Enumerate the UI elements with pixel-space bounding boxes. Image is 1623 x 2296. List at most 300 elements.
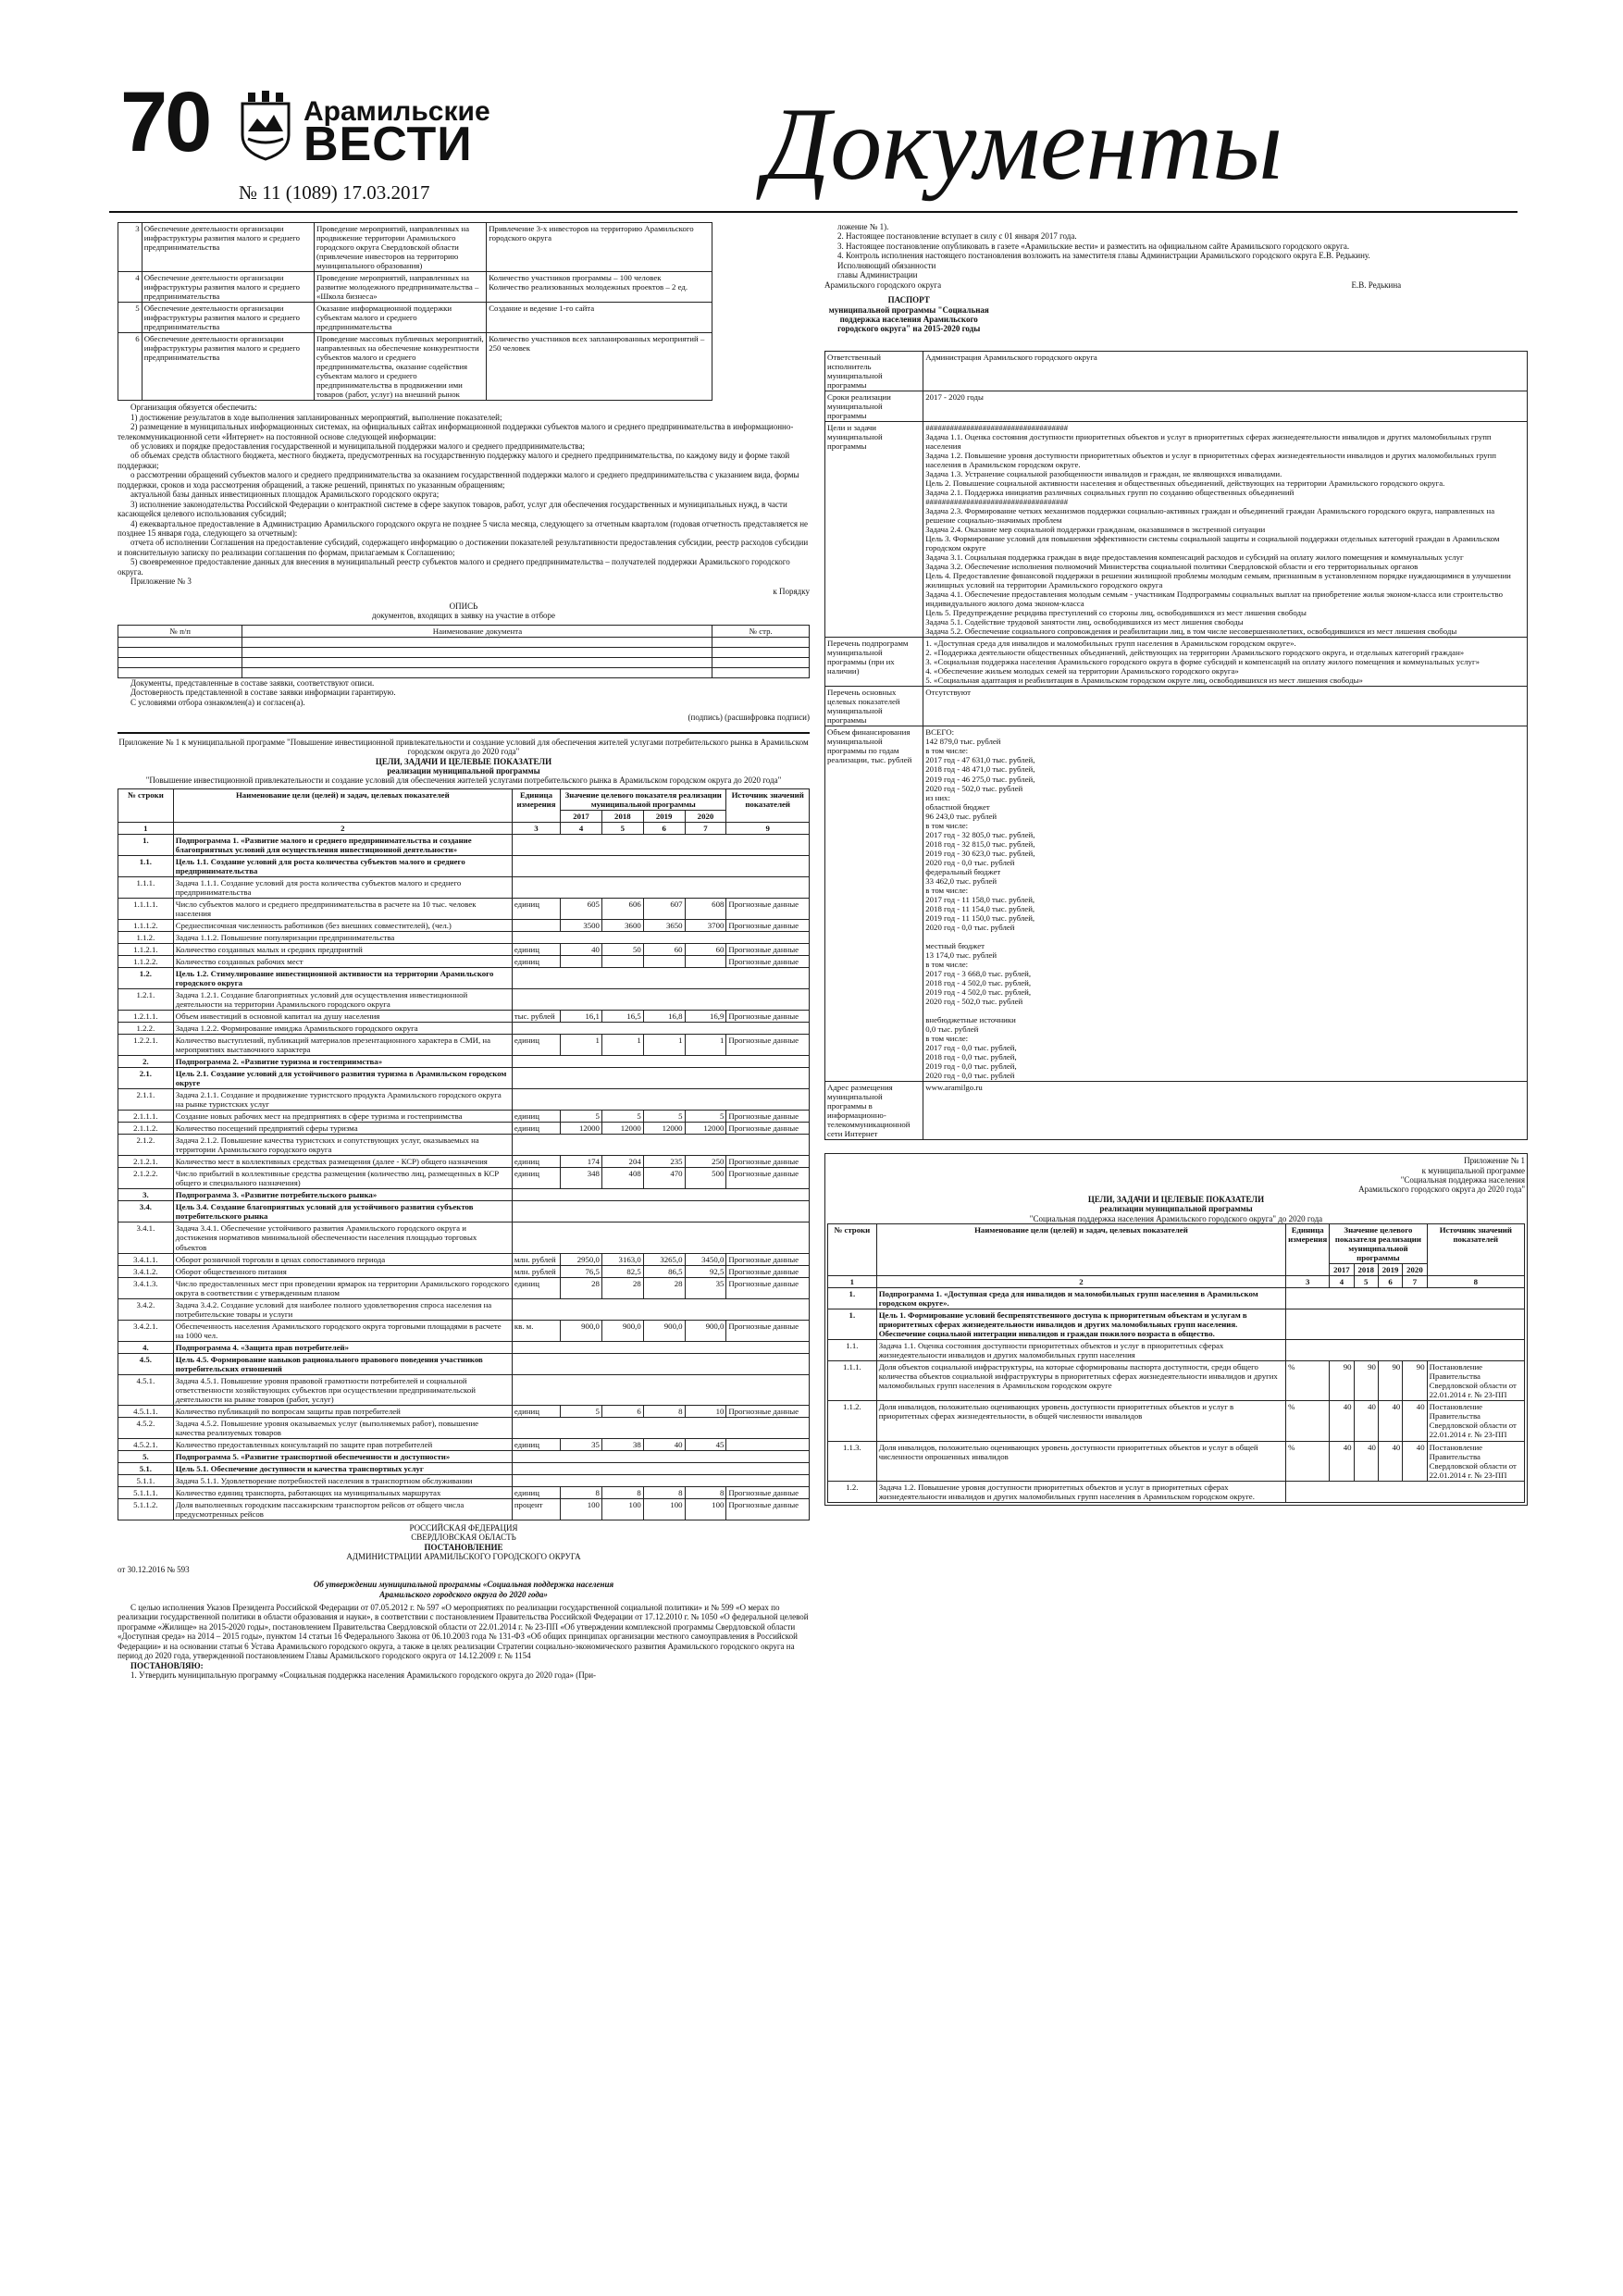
events-table: [118, 222, 712, 401]
row-unit: [512, 920, 560, 932]
left-column: [118, 222, 810, 1680]
resolution-paragraph: Исполняющий обязанности: [837, 260, 936, 270]
row-source: Прогнозные данные: [726, 944, 810, 956]
row-number: 5.1.: [118, 1462, 174, 1474]
row-number: 2.1.2.: [118, 1135, 174, 1156]
row-blank: [512, 1056, 809, 1068]
goals-subtitle: реализации муниципальной программы: [387, 765, 540, 776]
brand-name-line2: ВЕСТИ: [304, 118, 473, 171]
row-number: 2.1.1.: [118, 1089, 174, 1111]
passport-key: Объем финансирования муниципальной программы по годам реализации, тыс. рублей: [825, 726, 923, 1082]
obligation-paragraph: отчета об исполнении Соглашения на предоставление субсидий, содержащего информацию о достижении показателей результативности предоставления субсидии, реестр расходов субсидии и пояснительную записку по реализации соглашения по формам, прилагаемым к Соглашению;: [118, 538, 809, 557]
event-num: 5: [118, 303, 142, 333]
row-blank: [512, 989, 809, 1011]
passport-row: [825, 1082, 1528, 1140]
row-number: 4.5.1.: [118, 1374, 174, 1405]
to-order-label: к Порядку: [773, 586, 810, 596]
row-blank: [512, 1462, 809, 1474]
event-row: [118, 333, 712, 401]
col-index: 2: [173, 822, 512, 834]
row-blank: [512, 1189, 809, 1201]
row-number: 1.1.: [118, 855, 174, 876]
section-row: [118, 855, 810, 876]
goals-table: [827, 1223, 1525, 1502]
row-source: Прогнозные данные: [726, 1156, 810, 1168]
row-source: [726, 1438, 810, 1450]
resolution-paragraph: 4. Контроль исполнения настоящего постановления возложить на заместителя главы Администрации Арамильского городского округа Е.В. Редькину.: [837, 251, 1370, 261]
indicator-row: [118, 1111, 810, 1123]
col-year: 2017: [1330, 1264, 1354, 1276]
row-number: 3.4.1.3.: [118, 1277, 174, 1298]
row-name: Количество мест в коллективных средствах размещения (далее - КСР) общего назначения: [173, 1156, 512, 1168]
section-row: [118, 1462, 810, 1474]
row-number: 1.: [118, 834, 174, 855]
goals-section-left: [118, 732, 810, 1520]
row-number: 5.1.1.1.: [118, 1486, 174, 1498]
row-value: 605: [561, 899, 602, 920]
row-number: 2.1.2.1.: [118, 1156, 174, 1168]
row-blank: [512, 1450, 809, 1462]
resolution-title: Об утверждении муниципальной программы «Социальная поддержка населения Арамильского городского округа до 2020 года»: [313, 1580, 614, 1599]
event-row: [118, 303, 712, 333]
event-org: Обеспечение деятельности организации инфраструктуры развития малого и среднего предпринимательства: [142, 303, 314, 333]
obligation-paragraph: 4) ежеквартальное предоставление в Администрацию Арамильского городского округа не позднее 5 числа месяца, следующего за отчетным кварталом (годовая отчетность представляется не позднее 15 января года, следующего за отчетным):: [118, 518, 809, 538]
row-unit: единиц: [512, 1156, 560, 1168]
row-blank: [512, 855, 809, 876]
indicator-row: [118, 1277, 810, 1298]
row-number: 1.1.1.: [118, 876, 174, 898]
inventory-subtitle: документов, входящих в заявку на участие в отборе: [371, 611, 556, 621]
task-row: [118, 1298, 810, 1320]
row-blank: [1286, 1481, 1525, 1502]
task-row: [118, 1374, 810, 1405]
row-value: 235: [643, 1156, 685, 1168]
row-unit: млн. рублей: [512, 1253, 560, 1265]
task-row: [828, 1481, 1525, 1502]
row-value: 60: [643, 944, 685, 956]
col-year: 2018: [1354, 1264, 1378, 1276]
row-number: 3.4.1.2.: [118, 1265, 174, 1277]
obligations-text: [118, 403, 810, 577]
col-index: 8: [1427, 1276, 1524, 1288]
row-value: 16,5: [601, 1011, 643, 1023]
col-year: 2020: [1403, 1264, 1427, 1276]
row-unit: единиц: [512, 1111, 560, 1123]
inventory-empty-row: [118, 647, 810, 657]
indicator-row: [118, 1438, 810, 1450]
row-number: 3.4.1.: [118, 1222, 174, 1253]
row-value: 3600: [601, 920, 643, 932]
row-value: 100: [561, 1498, 602, 1520]
col-index: 5: [601, 822, 643, 834]
row-value: 8: [643, 1486, 685, 1498]
row-value: 40: [1330, 1401, 1354, 1441]
obligation-paragraph: 3) исполнение законодательства Российской Федерации о контрактной системе в сфере закупок товаров, работ, услуг для обеспечения государственных и муниципальных нужд, в части касающейся целевого использования субсидий;: [118, 499, 787, 519]
indicator-row: [118, 1253, 810, 1265]
event-row: [118, 272, 712, 303]
row-blank: [512, 876, 809, 898]
passport-row: [825, 726, 1528, 1082]
event-org: Обеспечение деятельности организации инфраструктуры развития малого и среднего предпринимательства: [142, 272, 314, 303]
row-unit: процент: [512, 1498, 560, 1520]
appendix3-label: Приложение № 3: [130, 577, 192, 587]
section-row: [118, 1341, 810, 1353]
task-row: [828, 1340, 1525, 1361]
indicator-row: [118, 1123, 810, 1135]
row-unit: единиц: [512, 944, 560, 956]
row-value: 5: [561, 1111, 602, 1123]
col-index: 1: [828, 1276, 877, 1288]
row-source: Прогнозные данные: [726, 1123, 810, 1135]
inventory-empty-row: [118, 667, 810, 677]
row-source: Прогнозные данные: [726, 1035, 810, 1056]
passport-value: Администрация Арамильского городского округа: [923, 351, 1528, 391]
resolution-kind: ПОСТАНОВЛЕНИЕ: [424, 1542, 503, 1552]
row-name: Количество созданных рабочих мест: [173, 956, 512, 968]
row-name: Оборот розничной торговли в ценах сопоставимого периода: [173, 1253, 512, 1265]
app1-line: к муниципальной программе: [1421, 1165, 1525, 1175]
row-value: 35: [561, 1438, 602, 1450]
row-unit: млн. рублей: [512, 1265, 560, 1277]
row-number: 3.4.2.: [118, 1298, 174, 1320]
row-value: 5: [685, 1111, 726, 1123]
row-blank: [1286, 1288, 1525, 1309]
row-value: 8: [601, 1486, 643, 1498]
row-number: 3.4.2.1.: [118, 1320, 174, 1341]
app1-line: "Социальная поддержка населения: [1400, 1174, 1525, 1185]
task-row: [118, 876, 810, 898]
resolution-country: РОССИЙСКАЯ ФЕДЕРАЦИЯ: [409, 1522, 518, 1533]
resolution-decree: ПОСТАНОВЛЯЮ:: [130, 1660, 204, 1670]
row-value: 8: [561, 1486, 602, 1498]
row-value: 90: [1330, 1361, 1354, 1401]
passport-value: Отсутствуют: [923, 687, 1528, 726]
row-blank: [512, 1068, 809, 1089]
event-row: [118, 223, 712, 272]
passport-value: www.aramilgo.ru: [923, 1082, 1528, 1140]
row-number: 4.5.1.1.: [118, 1405, 174, 1417]
event-activity: Проведение массовых публичных мероприятий, направленных на обеспечение конкурентности субъектов малого и среднего предпринимательства, оказание содействия субъектам малого и среднего предпринимательства в продвижении ими товаров (работ, услуг) на внешний рынок: [314, 333, 486, 401]
row-number: 3.: [118, 1189, 174, 1201]
resolution-item1: 1. Утвердить муниципальную программу «Социальная поддержка населения Арамильского городского округа до 2020 года» (При-: [130, 1670, 597, 1681]
indicator-row: [118, 1265, 810, 1277]
passport-value: 2017 - 2020 годы: [923, 391, 1528, 421]
row-value: 3700: [685, 920, 726, 932]
app1-line: Приложение № 1: [1464, 1156, 1525, 1166]
row-name: Цель 1. Формирование условий беспрепятственного доступа к приоритетным объектам и услугам в приоритетных сферах жизнедеятельности инвалидов и других маломобильных групп населения. Обеспечение социальной интеграции инвалидов и граждан пожилого возраста в общество.: [876, 1309, 1285, 1340]
row-unit: единиц: [512, 1035, 560, 1056]
event-result: Создание и ведение 1-го сайта: [487, 303, 712, 333]
row-blank: [512, 968, 809, 989]
col-index: 6: [643, 822, 685, 834]
inventory-empty-row: [118, 657, 810, 667]
inventory-empty-row: [118, 637, 810, 647]
row-value: 76,5: [561, 1265, 602, 1277]
col-unit: Единица измерения: [1286, 1224, 1330, 1276]
row-value: 90: [1354, 1361, 1378, 1401]
section-row: [118, 1189, 810, 1201]
indicator-row: [118, 956, 810, 968]
row-name: Число субъектов малого и среднего предпринимательства в расчете на 10 тыс. человек населения: [173, 899, 512, 920]
obligation-paragraph: 1) достижение результатов в ходе выполнения запланированных мероприятий, выполнение показателей;: [130, 412, 502, 422]
row-source: Прогнозные данные: [726, 899, 810, 920]
row-value: 60: [685, 944, 726, 956]
row-name: Цель 1.2. Стимулирование инвестиционной активности на территории Арамильского городского округа: [173, 968, 512, 989]
col-name: Наименование цели (целей) и задач, целевых показателей: [876, 1224, 1285, 1276]
passport-row: [825, 687, 1528, 726]
row-value: 100: [601, 1498, 643, 1520]
row-number: 1.: [828, 1309, 877, 1340]
row-blank: [512, 1201, 809, 1222]
row-unit: единиц: [512, 1405, 560, 1417]
row-blank: [1286, 1309, 1525, 1340]
row-value: 607: [643, 899, 685, 920]
row-name: Задача 3.4.1. Обеспечение устойчивого развития Арамильского городского округа и достижения нормативов минимальной обеспеченности населения площадью торговых объектов: [173, 1222, 512, 1253]
row-value: 8: [685, 1486, 726, 1498]
passport-row: [825, 391, 1528, 421]
row-unit: единиц: [512, 1168, 560, 1189]
section-title: Документы: [764, 87, 1283, 202]
resolution-date: от 30.12.2016 № 593: [118, 1564, 190, 1574]
passport-row: [825, 421, 1528, 637]
obligation-paragraph: об объемах средств областного бюджета, местного бюджета, предусмотренных на государственную поддержку малого и среднего предпринимательства, по каждому виду и форме такой поддержки;: [118, 451, 790, 470]
passport-row: [825, 638, 1528, 687]
row-unit: тыс. рублей: [512, 1011, 560, 1023]
indicator-row: [118, 944, 810, 956]
row-source: Прогнозные данные: [726, 956, 810, 968]
row-blank: [512, 1417, 809, 1438]
resolution-body: С целью исполнения Указов Президента Российской Федерации от 07.05.2012 г. № 597 «О мероприятиях по реализации государственной социальной политики» и № 599 «О мерах по реализации государственной политики в области образования и науки», в соответствии с постановлением Правительства Российской Федерации от 17.12.2010 г. № 1050 «О федеральной целевой программе «Жилище» на 2015-2020 годы», постановлением Правительства Свердловской области от 22.01.2014 г. № 23-ПП «Об утверждении комплексной программы Свердловской области «Доступная среда» на 2014 – 2015 годы», пунктом 14 статьи 16 Федерального Закона от 06.10.2003 года № 131-ФЗ «Об общих принципах организации местного самоуправления в Российской Федерации» и на основании статьи 6 Устава Арамильского городского округа, а также в целях реализации Стратегии социально-экономического развития Арамильского городского округа на период до 2020 года, утвержденной постановлением Главы Арамильского городского округа от 14.12.2009 г. № 1154: [118, 1602, 809, 1661]
indicator-row: [828, 1361, 1525, 1401]
row-value: 6: [601, 1405, 643, 1417]
resolution-continuation: [824, 222, 1528, 280]
passport-value: 1. «Доступная среда для инвалидов и маломобильных групп населения в Арамильском городском округе». 2. «Поддержка деятельности общественных объединений, действующих на территории Арамильского городского округа, и отдельных категорий граждан» 3. «Социальная поддержка населения Арамильского городского округа в форме субсидий и компенсаций на оплату жилого помещения и коммунальных услуг» 4. «Обеспечение жильем молодых семей на территории Арамильского городского округа» 5. «Социальная адаптация и реабилитация в Арамильском городском округе лиц, освободившихся из мест лишения свободы»: [923, 638, 1528, 687]
row-unit: кв. м.: [512, 1320, 560, 1341]
row-value: 900,0: [643, 1320, 685, 1341]
indicator-row: [828, 1401, 1525, 1441]
goals-subtitle: реализации муниципальной программы: [1099, 1204, 1253, 1214]
row-number: 5.1.1.2.: [118, 1498, 174, 1520]
event-num: 6: [118, 333, 142, 401]
row-name: Количество единиц транспорта, работающих на муниципальных маршрутах: [173, 1486, 512, 1498]
row-value: 1: [643, 1035, 685, 1056]
row-name: Оборот общественного питания: [173, 1265, 512, 1277]
row-value: 204: [601, 1156, 643, 1168]
passport-key: Адрес размещения муниципальной программы в информационно-телекоммуникационной сети Интернет: [825, 1082, 923, 1140]
row-name: Задача 2.1.2. Повышение качества туристских и сопутствующих услуг, оказываемых на территории Арамильского городского округа: [173, 1135, 512, 1156]
row-source: Постановление Правительства Свердловской области от 22.01.2014 г. № 23-ПП: [1427, 1401, 1524, 1441]
row-name: Доля объектов социальной инфраструктуры, на которые сформированы паспорта доступности, среди общего количества объектов социальной инфраструктуры в приоритетных сферах жизнедеятельности инвалидов и других маломобильных групп населения в Арамильском городском округе: [876, 1361, 1285, 1401]
indicator-row: [828, 1441, 1525, 1481]
row-number: 1.2.: [828, 1481, 877, 1502]
indicator-row: [118, 1156, 810, 1168]
inventory-note: Достоверность представленной в составе заявки информации гарантирую.: [130, 688, 396, 698]
row-value: 12000: [685, 1123, 726, 1135]
indicator-row: [118, 1168, 810, 1189]
row-source: Прогнозные данные: [726, 1320, 810, 1341]
signature-line: (подпись) (расшифровка подписи): [688, 713, 810, 723]
row-blank: [512, 1353, 809, 1374]
row-name: Доля выполненных городским пассажирским транспортом рейсов от общего числа предусмотренных рейсов: [173, 1498, 512, 1520]
col-year: 2020: [685, 810, 726, 822]
section-row: [118, 1068, 810, 1089]
row-number: 1.2.2.: [118, 1023, 174, 1035]
row-number: 1.1.2.2.: [118, 956, 174, 968]
row-value: 40: [1378, 1401, 1402, 1441]
header-rule: [109, 211, 1518, 213]
inventory-title: ОПИСЬ: [449, 602, 478, 612]
row-value: 1: [601, 1035, 643, 1056]
row-number: 4.5.2.: [118, 1417, 174, 1438]
row-number: 3.4.1.1.: [118, 1253, 174, 1265]
row-name: Число предоставленных мест при проведении ярмарок на территории Арамильского городского округа в соответствии с утвержденным планом: [173, 1277, 512, 1298]
row-name: Подпрограмма 4. «Защита прав потребителей»: [173, 1341, 512, 1353]
col-year: 2017: [561, 810, 602, 822]
page-header: [0, 0, 1623, 218]
col-year: 2019: [643, 810, 685, 822]
row-blank: [512, 1089, 809, 1111]
event-result: Количество участников программы – 100 человек Количество реализованных молодежных проектов – 2 ед.: [487, 272, 712, 303]
app1-line: Арамильского городского округа до 2020 года": [1358, 1185, 1525, 1195]
inventory-note: С условиями отбора ознакомлен(а) и согласен(а).: [130, 697, 305, 707]
row-unit: единиц: [512, 1438, 560, 1450]
row-value: 100: [643, 1498, 685, 1520]
row-value: 250: [685, 1156, 726, 1168]
goals-table: [118, 788, 810, 1520]
row-value: 16,8: [643, 1011, 685, 1023]
row-name: Цель 1.1. Создание условий для роста количества субъектов малого и среднего предпринимательства: [173, 855, 512, 876]
row-value: 470: [643, 1168, 685, 1189]
task-row: [118, 1089, 810, 1111]
indicator-row: [118, 899, 810, 920]
goals-program-name: "Повышение инвестиционной привлекательности и создание условий для обеспечения жителей услугами потребительского рынка в Арамильском городском округа до 2020 года": [145, 776, 782, 786]
row-name: Создание новых рабочих мест на предприятиях в сфере туризма и гостеприимства: [173, 1111, 512, 1123]
row-value: 348: [561, 1168, 602, 1189]
row-value: 90: [1378, 1361, 1402, 1401]
row-number: 1.: [828, 1288, 877, 1309]
passport-key: Сроки реализации муниципальной программы: [825, 391, 923, 421]
row-number: 1.1.1.1.: [118, 899, 174, 920]
inventory-col-name: Наименование документа: [242, 625, 712, 637]
row-number: 1.1.2.: [118, 932, 174, 944]
row-value: 12000: [561, 1123, 602, 1135]
right-column: [824, 222, 1528, 1506]
row-name: Задача 1.2.1. Создание благоприятных условий для осуществления инвестиционной деятельности на территории Арамильского городского округа: [173, 989, 512, 1011]
col-unit: Единица измерения: [512, 788, 560, 822]
passport-table: [824, 351, 1528, 1140]
row-value: 40: [561, 944, 602, 956]
row-number: 1.1.3.: [828, 1441, 877, 1481]
row-number: 1.1.1.: [828, 1361, 877, 1401]
row-value: [643, 956, 685, 968]
row-number: 2.1.: [118, 1068, 174, 1089]
row-name: Задача 1.1. Оценка состояния доступности приоритетных объектов и услуг в приоритетных сферах жизнедеятельности инвалидов и других маломобильных групп населения: [876, 1340, 1285, 1361]
col-name: Наименование цели (целей) и задач, целевых показателей: [173, 788, 512, 822]
row-blank: [512, 932, 809, 944]
indicator-row: [118, 1486, 810, 1498]
row-value: 10: [685, 1405, 726, 1417]
row-unit: %: [1286, 1401, 1330, 1441]
col-index: 1: [118, 822, 174, 834]
row-source: Прогнозные данные: [726, 1498, 810, 1520]
row-value: 408: [601, 1168, 643, 1189]
goals-title: ЦЕЛИ, ЗАДАЧИ И ЦЕЛЕВЫЕ ПОКАЗАТЕЛИ: [375, 756, 552, 766]
col-index: 2: [876, 1276, 1285, 1288]
resolution: [118, 1523, 810, 1681]
event-org: Обеспечение деятельности организации инфраструктуры развития малого и среднего предпринимательства: [142, 223, 314, 272]
section-row: [118, 1450, 810, 1462]
obligation-paragraph: 5) своевременное предоставление данных для внесения в муниципальный реестр субъектов малого и среднего предпринимательства – получателей поддержки Арамильского городского округа.: [118, 557, 790, 577]
row-number: 2.: [118, 1056, 174, 1068]
row-value: 174: [561, 1156, 602, 1168]
row-source: Прогнозные данные: [726, 1168, 810, 1189]
row-name: Доля инвалидов, положительно оценивающих уровень доступности приоритетных объектов и услуг в общей численности опрошенных инвалидов: [876, 1441, 1285, 1481]
row-number: 1.2.2.1.: [118, 1035, 174, 1056]
row-value: 900,0: [601, 1320, 643, 1341]
row-name: Подпрограмма 1. «Доступная среда для инвалидов и маломобильных групп населения в Арамильском городском округе».: [876, 1288, 1285, 1309]
inventory-col-page: № стр.: [712, 625, 810, 637]
row-name: Доля инвалидов, положительно оценивающих уровень доступности приоритетных объектов и услуг в приоритетных сферах жизнедеятельности, в общей численности инвалидов: [876, 1401, 1285, 1441]
task-row: [118, 1222, 810, 1253]
indicator-row: [118, 1405, 810, 1417]
row-value: [601, 956, 643, 968]
signature-org: Арамильского городского округа: [824, 279, 942, 290]
row-value: 40: [1403, 1441, 1427, 1481]
issue-info: № 11 (1089) 17.03.2017: [239, 181, 430, 204]
task-row: [118, 1135, 810, 1156]
inventory-col-num: № п/п: [118, 625, 242, 637]
page-number: 70: [120, 75, 210, 169]
row-value: 5: [561, 1405, 602, 1417]
indicator-row: [118, 920, 810, 932]
row-value: 5: [601, 1111, 643, 1123]
row-source: Постановление Правительства Свердловской области от 22.01.2014 г. № 23-ПП: [1427, 1441, 1524, 1481]
inventory-table: [118, 625, 810, 678]
row-value: 608: [685, 899, 726, 920]
app1-note: [827, 1156, 1525, 1195]
row-name: Задача 1.2.2. Формирование имиджа Арамильского городского округа: [173, 1023, 512, 1035]
row-unit: единиц: [512, 1123, 560, 1135]
row-value: 16,9: [685, 1011, 726, 1023]
row-name: Количество созданных малых и средних предприятий: [173, 944, 512, 956]
row-blank: [512, 1023, 809, 1035]
section-row: [118, 834, 810, 855]
event-num: 3: [118, 223, 142, 272]
row-blank: [1286, 1340, 1525, 1361]
row-number: 1.1.1.2.: [118, 920, 174, 932]
task-row: [118, 989, 810, 1011]
goals-program-name: "Социальная поддержка населения Арамильского городского округа" до 2020 года: [1029, 1213, 1323, 1223]
task-row: [118, 1474, 810, 1486]
obligation-paragraph: актуальной базы данных инвестиционных площадок Арамильского городского округа;: [130, 490, 440, 500]
event-result: Привлечение 3-х инвесторов на территорию Арамильского городского округа: [487, 223, 712, 272]
row-value: 500: [685, 1168, 726, 1189]
row-value: 92,5: [685, 1265, 726, 1277]
row-name: Задача 2.1.1. Создание и продвижение туристского продукта Арамильского городского округа на рынке туристских услуг: [173, 1089, 512, 1111]
row-value: 100: [685, 1498, 726, 1520]
event-result: Количество участников всех запланированных мероприятий – 250 человек: [487, 333, 712, 401]
row-name: Цель 2.1. Создание условий для устойчивого развития туризма в Арамильском городском округе: [173, 1068, 512, 1089]
row-name: Количество выступлений, публикаций материалов презентационного характера в СМИ, на мероприятиях выставочного характера: [173, 1035, 512, 1056]
section-row: [118, 1201, 810, 1222]
event-num: 4: [118, 272, 142, 303]
row-value: 28: [643, 1277, 685, 1298]
inventory-note: Документы, представленные в составе заявки, соответствуют описи.: [130, 677, 375, 688]
col-index: 4: [561, 822, 602, 834]
row-value: 28: [561, 1277, 602, 1298]
row-name: Среднесписочная численность работников (без внешних совместителей), (чел.): [173, 920, 512, 932]
section-row: [828, 1288, 1525, 1309]
